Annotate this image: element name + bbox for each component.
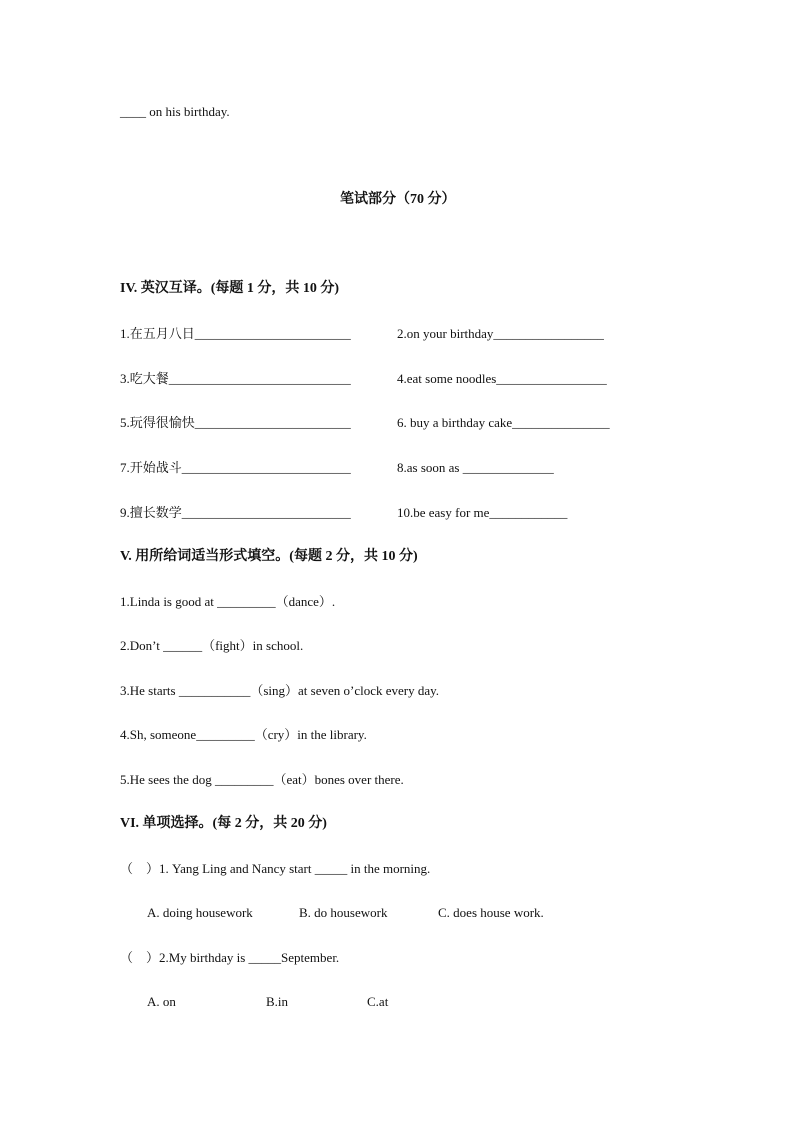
section-4-item-2: 2.on your birthday_________________ xyxy=(397,326,604,341)
section-4-item-10: 10.be easy for me____________ xyxy=(397,505,568,520)
question-1-option-b: B. do housework xyxy=(299,905,388,920)
question-2-stem: （ ）2.My birthday is _____September. xyxy=(120,950,340,965)
section-4-item-3: 3.吃大餐____________________________ xyxy=(120,371,351,386)
section-4-item-5: 5.玩得很愉快________________________ xyxy=(120,415,351,430)
section-4-item-9: 9.擅长数学__________________________ xyxy=(120,505,351,520)
section-5-item-4: 4.Sh, someone_________（cry）in the library. xyxy=(120,727,367,742)
section-4-item-7: 7.开始战斗__________________________ xyxy=(120,460,351,475)
question-1-option-c: C. does house work. xyxy=(438,905,544,920)
top-line: ____ on his birthday. xyxy=(120,104,230,119)
section-5-item-5: 5.He sees the dog _________（eat）bones over there. xyxy=(120,772,404,787)
section-5-item-1: 1.Linda is good at _________（dance）. xyxy=(120,594,336,609)
question-2-option-c: C.at xyxy=(367,994,389,1009)
section-4-item-4: 4.eat some noodles_________________ xyxy=(397,371,607,386)
page-title: 笔试部分（70 分） xyxy=(340,192,456,207)
question-2-option-b: B.in xyxy=(266,994,289,1009)
section-4-item-6: 6. buy a birthday cake_______________ xyxy=(397,415,610,430)
section-5-item-2: 2.Don’t ______（fight）in school. xyxy=(120,638,304,653)
section-6-heading: VI. 单项选择。(每 2 分，共 20 分) xyxy=(120,816,327,831)
section-4-item-8: 8.as soon as ______________ xyxy=(397,460,554,475)
section-5-item-3: 3.He starts ___________（sing）at seven o’clock every day. xyxy=(120,683,440,698)
question-1-option-a: A. doing housework xyxy=(147,905,253,920)
question-1-stem: （ ）1. Yang Ling and Nancy start _____ in the morning. xyxy=(120,861,431,876)
section-4-heading: IV. 英汉互译。(每题 1 分，共 10 分) xyxy=(120,281,340,296)
question-2-option-a: A. on xyxy=(147,994,176,1009)
section-4-item-1: 1.在五月八日________________________ xyxy=(120,326,351,341)
section-5-heading: V. 用所给词适当形式填空。(每题 2 分，共 10 分) xyxy=(120,549,418,564)
